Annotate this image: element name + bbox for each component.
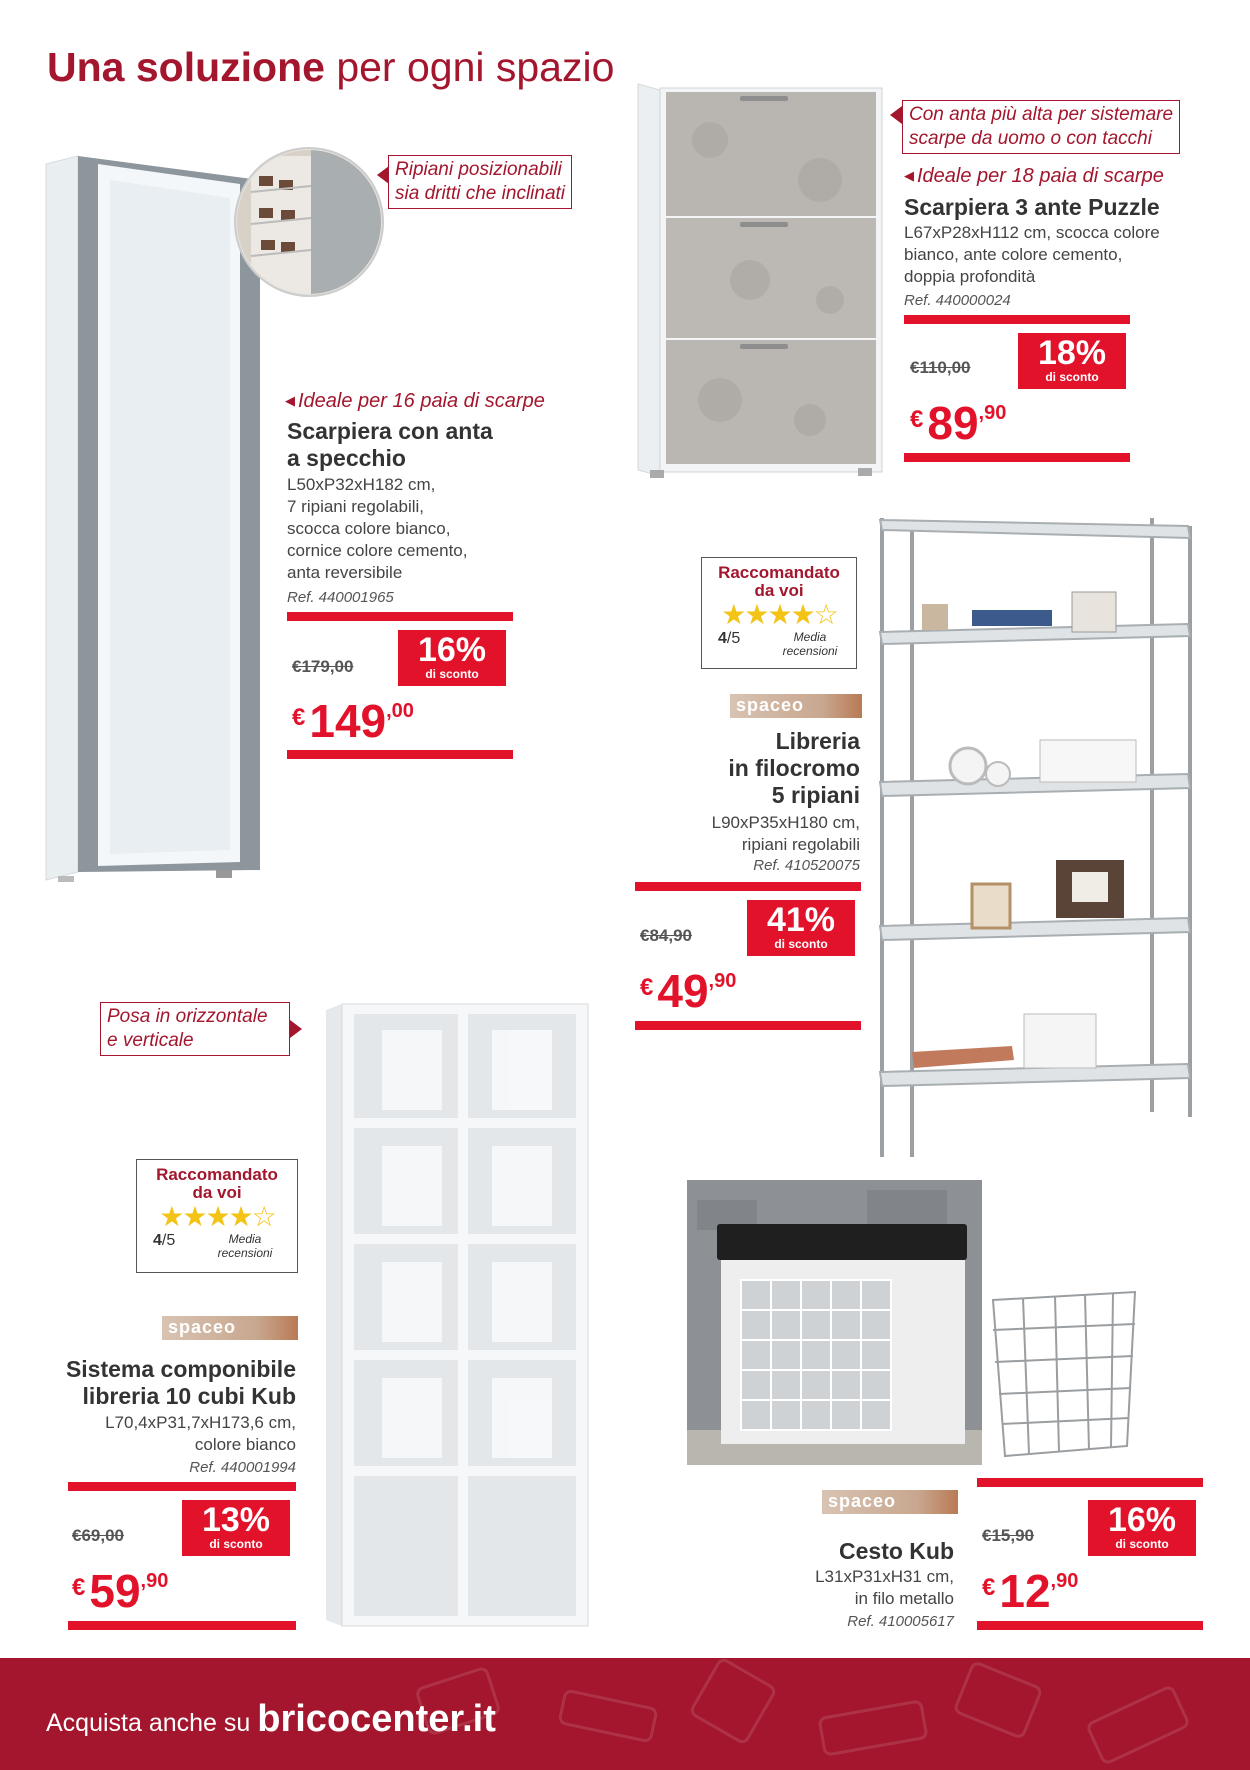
media-line: recensioni xyxy=(782,644,838,658)
discount-sub: di sconto xyxy=(425,667,479,681)
wire-basket-image xyxy=(985,1286,1145,1461)
spaceo-logo: spaceo xyxy=(162,1316,298,1340)
price-dec: ,00 xyxy=(386,700,414,722)
price-currency: € xyxy=(910,406,924,433)
price-bar-bottom xyxy=(904,453,1130,462)
puzzle-discount-badge xyxy=(1018,333,1126,389)
rating-line xyxy=(137,1232,297,1262)
reco-title-line: da voi xyxy=(192,1183,242,1202)
footer-tool-pattern-icon xyxy=(557,1688,658,1743)
desc-line: colore bianco xyxy=(194,1435,296,1454)
puzzle-ideal: ◀ Ideale per 18 paia di scarpe xyxy=(904,165,1164,188)
callout-arrow-icon xyxy=(377,166,389,184)
name-line: in filocromo xyxy=(728,755,860,781)
puzzle-price xyxy=(910,398,1006,448)
discount-pct: 13% xyxy=(201,1501,271,1539)
media-line: recensioni xyxy=(217,1246,273,1260)
price-int: 59 xyxy=(89,1565,141,1617)
discount-pct: 16% xyxy=(1107,1501,1177,1539)
spaceo-logo: spaceo xyxy=(822,1490,958,1514)
reco-title-line: Raccomandato xyxy=(718,563,840,582)
price-currency: € xyxy=(292,704,306,731)
spaceo-logo: spaceo xyxy=(730,694,862,718)
mirror-discount-badge xyxy=(398,630,506,686)
rating-max: /5 xyxy=(161,1232,176,1249)
footer-tool-pattern-icon xyxy=(688,1658,778,1746)
footer-tool-pattern-icon xyxy=(817,1699,928,1757)
mirror-name xyxy=(287,418,493,472)
price-bar-top xyxy=(68,1482,296,1491)
price-bar-top xyxy=(635,882,861,891)
libreria-name xyxy=(620,728,860,809)
callout-line: sia dritti che inclinati xyxy=(395,183,566,204)
discount-sub: di sconto xyxy=(1115,1537,1169,1551)
cesto-name: Cesto Kub xyxy=(839,1538,954,1564)
price-int: 12 xyxy=(999,1565,1051,1617)
price-dec: ,90 xyxy=(1050,1570,1079,1592)
kub-callout xyxy=(100,1002,290,1056)
kub-discount-badge xyxy=(182,1500,290,1556)
rating-score: 4 xyxy=(718,630,727,647)
mirror-callout xyxy=(388,155,572,209)
reco-title xyxy=(137,1166,297,1202)
price-bar-bottom xyxy=(287,750,513,759)
mirror-desc xyxy=(287,474,467,584)
price-currency: € xyxy=(640,974,654,1001)
reco-title xyxy=(702,564,856,600)
price-bar-bottom xyxy=(68,1621,296,1630)
desc-line: bianco, ante colore cemento, xyxy=(904,245,1123,264)
price-dec: ,90 xyxy=(978,402,1007,424)
mirror-ref: Ref. 440001965 xyxy=(287,589,394,606)
desc-line: cornice colore cemento, xyxy=(287,541,468,560)
footer-banner xyxy=(0,1658,1250,1770)
price-currency: € xyxy=(72,1574,86,1601)
libreria-reco-box xyxy=(701,557,857,669)
media-line: Media xyxy=(228,1232,262,1246)
callout-arrow-icon xyxy=(890,106,902,124)
price-bar-bottom xyxy=(635,1021,861,1030)
puzzle-desc xyxy=(904,222,1160,288)
desc-line: L67xP28xH112 cm, scocca colore xyxy=(904,223,1160,242)
name-line: libreria 10 cubi Kub xyxy=(82,1383,296,1409)
kub-cube-bookcase-image xyxy=(322,1000,592,1630)
kub-desc xyxy=(20,1412,296,1456)
price-int: 149 xyxy=(309,695,387,747)
callout-arrow-icon xyxy=(290,1020,302,1038)
reco-title-line: da voi xyxy=(754,581,804,600)
footer-site-link[interactable]: bricocenter.it xyxy=(257,1698,496,1740)
chrome-shelf-image xyxy=(872,512,1198,1162)
discount-pct: 41% xyxy=(766,901,836,939)
callout-line: scarpe da uomo o con tacchi xyxy=(909,128,1152,149)
callout-line: Con anta più alta per sistemare xyxy=(909,104,1174,125)
footer-tool-pattern-icon xyxy=(1085,1684,1191,1766)
price-bar-top xyxy=(977,1478,1203,1487)
title-bold: Una soluzione xyxy=(47,44,325,90)
price-bar-top xyxy=(287,612,513,621)
kub-price xyxy=(72,1566,168,1616)
mirror-old-price: €179,00 xyxy=(292,657,354,676)
puzzle-name: Scarpiera 3 ante Puzzle xyxy=(904,194,1160,220)
puzzle-callout xyxy=(902,100,1180,154)
desc-line: L90xP35xH180 cm, xyxy=(711,813,860,832)
desc-line: doppia profondità xyxy=(904,267,1036,286)
callout-line: e verticale xyxy=(107,1030,194,1051)
price-bar-bottom xyxy=(977,1621,1203,1630)
libreria-old-price: €84,90 xyxy=(640,926,692,945)
name-line: 5 ripiani xyxy=(771,782,860,808)
cesto-ref: Ref. 410005617 xyxy=(847,1613,954,1630)
title-light: per ogni spazio xyxy=(336,44,615,90)
price-currency: € xyxy=(982,1574,996,1601)
desc-line: L50xP32xH182 cm, xyxy=(287,475,436,494)
cesto-price xyxy=(982,1566,1078,1616)
mirror-ideal: ◀ Ideale per 16 paia di scarpe xyxy=(285,390,545,413)
price-dec: ,90 xyxy=(140,1570,169,1592)
discount-pct: 18% xyxy=(1037,334,1107,372)
libreria-price xyxy=(640,966,736,1016)
mirror-price xyxy=(292,696,414,746)
footer-tool-pattern-icon xyxy=(952,1660,1043,1740)
name-line: Scarpiera con anta xyxy=(287,418,493,444)
media-line: Media xyxy=(793,630,827,644)
rating-score: 4 xyxy=(153,1232,162,1249)
kub-ref: Ref. 440001994 xyxy=(189,1459,296,1476)
name-line: Sistema componibile xyxy=(65,1356,296,1382)
discount-pct: 16% xyxy=(417,631,487,669)
rating-stars-icon: ★★★★☆ xyxy=(721,599,837,630)
libreria-desc xyxy=(620,812,860,856)
desc-line: in filo metallo xyxy=(854,1589,954,1608)
cesto-desc xyxy=(700,1566,954,1610)
desc-line: scocca colore bianco, xyxy=(287,519,451,538)
rating-media xyxy=(770,630,850,658)
cesto-old-price: €15,90 xyxy=(982,1526,1034,1545)
desc-line: ripiani regolabili xyxy=(741,835,860,854)
discount-sub: di sconto xyxy=(774,937,828,951)
kub-name xyxy=(20,1356,296,1410)
price-int: 89 xyxy=(927,397,979,449)
rating-max: /5 xyxy=(726,630,741,647)
libreria-discount-badge xyxy=(747,900,855,956)
desc-line: L31xP31xH31 cm, xyxy=(815,1567,954,1586)
footer-text xyxy=(46,1698,496,1741)
puzzle-ref: Ref. 440000024 xyxy=(904,292,1011,309)
page-title xyxy=(47,44,614,91)
rating-stars-icon: ★★★★☆ xyxy=(159,1201,275,1232)
callout-line: Posa in orizzontale xyxy=(107,1006,268,1027)
discount-sub: di sconto xyxy=(1045,370,1099,384)
price-bar-top xyxy=(904,315,1130,324)
name-line: Libreria xyxy=(775,728,860,754)
puzzle-old-price: €110,00 xyxy=(910,358,971,377)
desc-line: 7 ripiani regolabili, xyxy=(287,497,425,516)
kub-old-price: €69,00 xyxy=(72,1526,124,1545)
discount-sub: di sconto xyxy=(209,1537,263,1551)
price-int: 49 xyxy=(657,965,709,1017)
puzzle-shoe-cabinet-image xyxy=(630,80,888,480)
libreria-ref: Ref. 410520075 xyxy=(753,857,860,874)
kub-reco-box xyxy=(136,1159,298,1273)
shelves-detail-image xyxy=(233,146,385,298)
name-line: a specchio xyxy=(287,445,406,471)
price-dec: ,90 xyxy=(708,970,737,992)
reco-title-line: Raccomandato xyxy=(156,1165,278,1184)
rating-line xyxy=(702,630,856,660)
rating-media xyxy=(205,1232,285,1260)
desc-line: L70,4xP31,7xH173,6 cm, xyxy=(105,1413,296,1432)
desc-line: anta reversibile xyxy=(287,563,403,582)
callout-line: Ripiani posizionabili xyxy=(395,159,562,180)
cesto-kub-room-image xyxy=(687,1180,982,1465)
cesto-discount-badge xyxy=(1088,1500,1196,1556)
footer-label: Acquista anche su xyxy=(46,1709,251,1737)
